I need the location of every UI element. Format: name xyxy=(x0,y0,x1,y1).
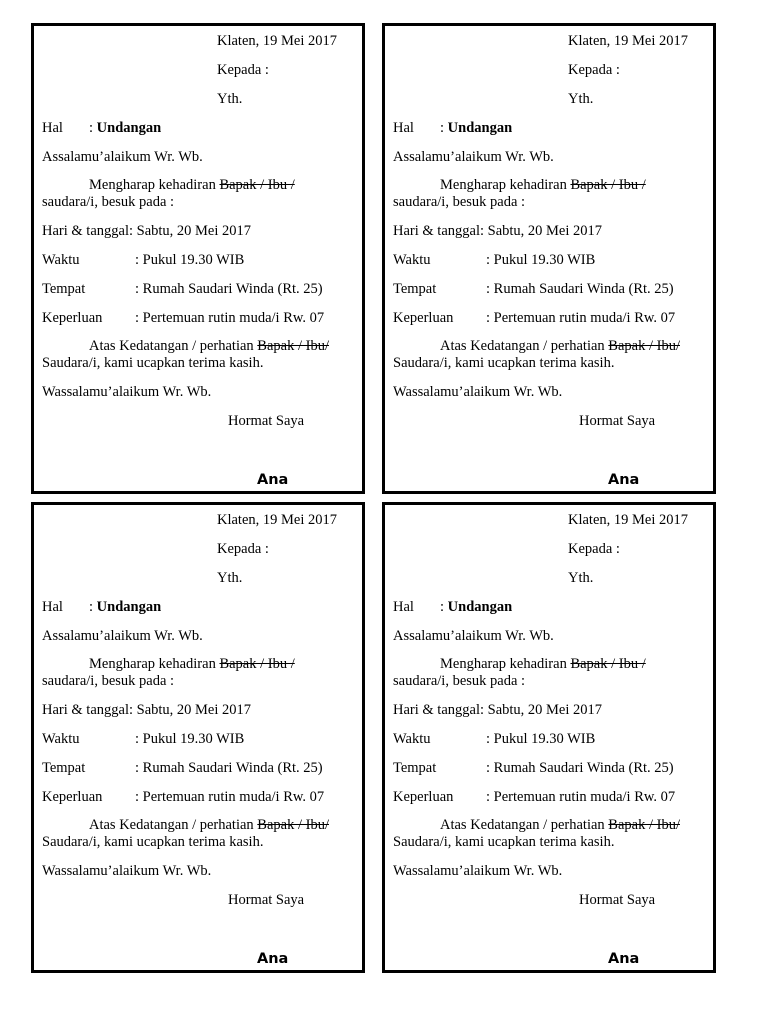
place-label: Tempat xyxy=(393,760,437,776)
invite-paragraph xyxy=(42,656,295,690)
letter-to: Kepada : xyxy=(217,62,269,78)
letter-yth: Yth. xyxy=(217,91,243,107)
place-label: Tempat xyxy=(42,281,86,297)
invitation-card-2 xyxy=(382,23,716,494)
closing: Wassalamu’alaikum Wr. Wb. xyxy=(42,384,212,400)
purpose-row xyxy=(393,310,675,327)
thanks-struck-text: Bapak / Ibu/ xyxy=(608,817,680,833)
time-value: : Pukul 19.30 WIB xyxy=(135,731,245,747)
invite-prefix: Mengharap kehadiran xyxy=(440,656,571,672)
invite-struck-text: Bapak / Ibu / xyxy=(219,656,295,672)
letter-date: Klaten, 19 Mei 2017 xyxy=(217,33,338,49)
invite-struck-text: Bapak / Ibu / xyxy=(219,177,295,193)
regards: Hormat Saya xyxy=(579,413,656,429)
closing: Wassalamu’alaikum Wr. Wb. xyxy=(393,384,563,400)
regards: Hormat Saya xyxy=(228,892,305,908)
greeting: Assalamu’alaikum Wr. Wb. xyxy=(393,628,554,644)
invite-paragraph xyxy=(42,177,295,211)
date-label: Hari & tanggal xyxy=(42,702,129,718)
letter-to: Kepada : xyxy=(568,62,620,78)
regards: Hormat Saya xyxy=(228,413,305,429)
subject-colon: : xyxy=(440,599,448,615)
subject-value: Undangan xyxy=(96,120,162,136)
time-label: Waktu xyxy=(393,731,431,747)
invite-paragraph xyxy=(393,177,646,211)
date-value: : Sabtu, 20 Mei 2017 xyxy=(479,223,603,239)
invite-prefix: Mengharap kehadiran xyxy=(440,177,571,193)
time-row xyxy=(393,252,595,269)
signer-name: Ana xyxy=(257,951,289,967)
thanks-prefix: Atas Kedatangan / perhatian xyxy=(89,338,258,354)
subject-value: Undangan xyxy=(447,120,513,136)
invite-prefix: Mengharap kehadiran xyxy=(89,656,220,672)
purpose-label: Keperluan xyxy=(42,789,103,805)
place-row xyxy=(42,760,323,777)
letter-yth: Yth. xyxy=(217,570,243,586)
subject-value: Undangan xyxy=(96,599,162,615)
date-row xyxy=(393,223,602,240)
place-row xyxy=(393,760,674,777)
thanks-line2: Saudara/i, kami ucapkan terima kasih. xyxy=(42,834,264,850)
subject-label: Hal xyxy=(393,120,414,136)
purpose-value: : Pertemuan rutin muda/i Rw. 07 xyxy=(135,310,325,326)
subject-line xyxy=(42,599,161,616)
purpose-row xyxy=(393,789,675,806)
date-label: Hari & tanggal xyxy=(42,223,129,239)
invite-prefix: Mengharap kehadiran xyxy=(89,177,220,193)
subject-label: Hal xyxy=(42,599,63,615)
thanks-prefix: Atas Kedatangan / perhatian xyxy=(440,338,609,354)
date-label: Hari & tanggal xyxy=(393,702,480,718)
invite-line2: saudara/i, besuk pada : xyxy=(393,673,526,689)
time-label: Waktu xyxy=(42,252,80,268)
closing: Wassalamu’alaikum Wr. Wb. xyxy=(393,863,563,879)
greeting: Assalamu’alaikum Wr. Wb. xyxy=(393,149,554,165)
purpose-value: : Pertemuan rutin muda/i Rw. 07 xyxy=(486,310,676,326)
thanks-line2: Saudara/i, kami ucapkan terima kasih. xyxy=(42,355,264,371)
time-row xyxy=(393,731,595,748)
subject-line xyxy=(393,599,512,616)
subject-value: Undangan xyxy=(447,599,513,615)
time-label: Waktu xyxy=(393,252,431,268)
place-value: : Rumah Saudari Winda (Rt. 25) xyxy=(486,281,674,297)
date-row xyxy=(42,702,251,719)
subject-line xyxy=(42,120,161,137)
thanks-prefix: Atas Kedatangan / perhatian xyxy=(440,817,609,833)
thanks-prefix: Atas Kedatangan / perhatian xyxy=(89,817,258,833)
closing: Wassalamu’alaikum Wr. Wb. xyxy=(42,863,212,879)
invitation-card-1 xyxy=(31,23,365,494)
letter-date: Klaten, 19 Mei 2017 xyxy=(217,512,338,528)
purpose-label: Keperluan xyxy=(42,310,103,326)
thanks-paragraph xyxy=(42,817,329,851)
invite-line2: saudara/i, besuk pada : xyxy=(42,194,175,210)
place-label: Tempat xyxy=(42,760,86,776)
purpose-label: Keperluan xyxy=(393,789,454,805)
place-value: : Rumah Saudari Winda (Rt. 25) xyxy=(135,760,323,776)
thanks-paragraph xyxy=(42,338,329,372)
date-value: : Sabtu, 20 Mei 2017 xyxy=(128,223,252,239)
date-row xyxy=(393,702,602,719)
place-value: : Rumah Saudari Winda (Rt. 25) xyxy=(486,760,674,776)
purpose-row xyxy=(42,310,324,327)
invite-struck-text: Bapak / Ibu / xyxy=(570,656,646,672)
greeting: Assalamu’alaikum Wr. Wb. xyxy=(42,628,203,644)
invite-paragraph xyxy=(393,656,646,690)
time-row xyxy=(42,252,244,269)
signer-name: Ana xyxy=(608,472,640,488)
time-value: : Pukul 19.30 WIB xyxy=(486,731,596,747)
time-value: : Pukul 19.30 WIB xyxy=(135,252,245,268)
letter-to: Kepada : xyxy=(568,541,620,557)
thanks-line2: Saudara/i, kami ucapkan terima kasih. xyxy=(393,355,615,371)
purpose-value: : Pertemuan rutin muda/i Rw. 07 xyxy=(135,789,325,805)
date-label: Hari & tanggal xyxy=(393,223,480,239)
time-row xyxy=(42,731,244,748)
subject-label: Hal xyxy=(393,599,414,615)
letter-yth: Yth. xyxy=(568,91,594,107)
subject-line xyxy=(393,120,512,137)
subject-colon: : xyxy=(89,599,97,615)
time-label: Waktu xyxy=(42,731,80,747)
thanks-paragraph xyxy=(393,338,680,372)
place-value: : Rumah Saudari Winda (Rt. 25) xyxy=(135,281,323,297)
thanks-paragraph xyxy=(393,817,680,851)
regards: Hormat Saya xyxy=(579,892,656,908)
place-label: Tempat xyxy=(393,281,437,297)
invite-line2: saudara/i, besuk pada : xyxy=(393,194,526,210)
time-value: : Pukul 19.30 WIB xyxy=(486,252,596,268)
date-row xyxy=(42,223,251,240)
subject-label: Hal xyxy=(42,120,63,136)
letter-date: Klaten, 19 Mei 2017 xyxy=(568,33,689,49)
purpose-row xyxy=(42,789,324,806)
letter-to: Kepada : xyxy=(217,541,269,557)
thanks-struck-text: Bapak / Ibu/ xyxy=(257,817,329,833)
thanks-struck-text: Bapak / Ibu/ xyxy=(257,338,329,354)
signer-name: Ana xyxy=(257,472,289,488)
date-value: : Sabtu, 20 Mei 2017 xyxy=(479,702,603,718)
place-row xyxy=(393,281,674,298)
purpose-value: : Pertemuan rutin muda/i Rw. 07 xyxy=(486,789,676,805)
subject-colon: : xyxy=(440,120,448,136)
thanks-line2: Saudara/i, kami ucapkan terima kasih. xyxy=(393,834,615,850)
greeting: Assalamu’alaikum Wr. Wb. xyxy=(42,149,203,165)
subject-colon: : xyxy=(89,120,97,136)
invite-line2: saudara/i, besuk pada : xyxy=(42,673,175,689)
place-row xyxy=(42,281,323,298)
letter-date: Klaten, 19 Mei 2017 xyxy=(568,512,689,528)
date-value: : Sabtu, 20 Mei 2017 xyxy=(128,702,252,718)
invitation-card-4 xyxy=(382,502,716,973)
thanks-struck-text: Bapak / Ibu/ xyxy=(608,338,680,354)
letter-yth: Yth. xyxy=(568,570,594,586)
signer-name: Ana xyxy=(608,951,640,967)
purpose-label: Keperluan xyxy=(393,310,454,326)
invitation-card-3 xyxy=(31,502,365,973)
invite-struck-text: Bapak / Ibu / xyxy=(570,177,646,193)
